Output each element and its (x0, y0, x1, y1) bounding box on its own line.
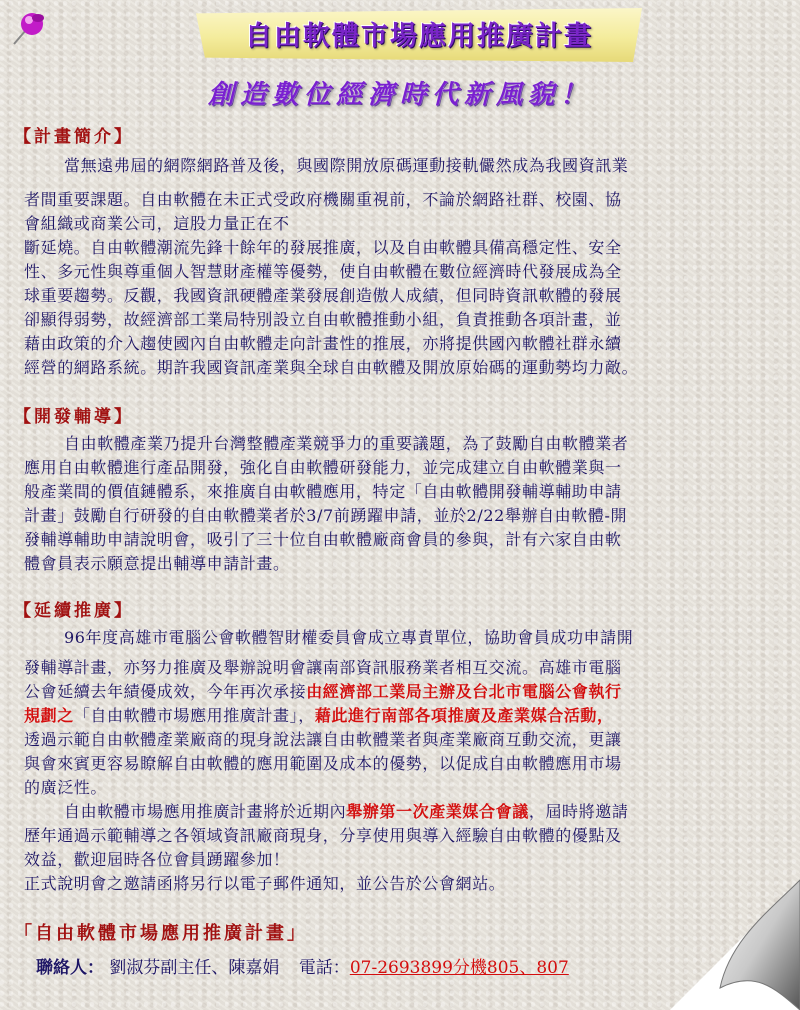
text-line: 卻顯得弱勢，故經濟部工業局特別設立自由軟體推動小組，負責推動各項計畫，並 (24, 310, 622, 329)
text-line: 與會來賓更容易瞭解自由軟體的應用範圍及成本的優勢，以促成自由軟體應用市場 (24, 754, 622, 773)
section-title-intro: 【計畫簡介】 (14, 127, 134, 147)
highlight-text: 由經濟部工業局主辦及台北市電腦公會執行 (306, 682, 622, 701)
section-title-development: 【開發輔導】 (14, 407, 134, 427)
text-line: 的廣泛性。 (24, 778, 108, 797)
text-line: 發輔導輔助申請說明會，吸引了三十位自由軟體廠商會員的參與，計有六家自由軟 (24, 530, 622, 549)
page-title: 自由軟體市場應用推廣計畫 (245, 21, 593, 52)
promotion-paragraph (24, 626, 776, 896)
text-line: 應用自由軟體進行產品開發，強化自由軟體研發能力，並完成建立自由軟體業與一 (24, 458, 622, 477)
text-line: 歷年通過示範輔導之各領域資訊廠商現身，分享使用與導入經驗自由軟體的優點及 (24, 826, 622, 845)
pushpin-icon (6, 6, 50, 50)
intro-paragraph (24, 154, 776, 380)
text-line: 效益，歡迎屆時各位會員踴躍參加！ (24, 850, 290, 869)
text-line: 發輔導計畫，亦努力推廣及舉辦說明會讓南部資訊服務業者相互交流。高雄市電腦 (24, 658, 622, 677)
contact-names: 劉淑芬副主任、陳嘉娟 (109, 958, 280, 978)
slogan: 創造數位經濟時代新風貌！ (207, 80, 592, 110)
text-line: ，屆時將邀請 (528, 802, 629, 821)
text-line: 正式說明會之邀請函將另行以電子郵件通知，並公告於公會網站。 (24, 874, 506, 893)
highlight-text: 舉辦第一次產業媒合會議 (346, 802, 529, 821)
section-title-promotion: 【延續推廣】 (14, 601, 134, 621)
text-line: 經營的網路系統。期許我國資訊產業與全球自由軟體及開放原始碼的運動勢均力敵。 (24, 358, 639, 377)
text-line: 公會延續去年績優成效，今年再次承接 (24, 682, 307, 701)
highlight-text: 規劃之 (24, 706, 74, 725)
text-line: 「自由軟體市場應用推廣計畫」， (73, 706, 315, 725)
text-line: 透過示範自由軟體產業廠商的現身說法讓自由軟體業者與產業廠商互動交流，更讓 (24, 730, 622, 749)
text-line: 性、多元性與尊重個人智慧財產權等優勢，使自由軟體在數位經濟時代發展成為全 (24, 262, 622, 281)
text-line: 自由軟體市場應用推廣計畫將於近期內 (64, 802, 347, 821)
text-line: 96年度高雄市電腦公會軟體智財權委員會成立專責單位，協助會員成功申請開 (64, 628, 634, 647)
text-line: 般產業間的價值鏈體系，來推廣自由軟體應用，特定「自由軟體開發輔導輔助申請 (24, 482, 622, 501)
text-line: 藉由政策的介入趨使國內自由軟體走向計畫性的推展，亦將提供國內軟體社群永續 (24, 334, 622, 353)
text-line: 斷延燒。自由軟體潮流先鋒十餘年的發展推廣，以及自由軟體具備高穩定性、安全 (24, 238, 622, 257)
text-line: 自由軟體產業乃提升台灣整體產業競爭力的重要議題，為了鼓勵自由軟體業者 (64, 434, 629, 453)
contact-line (36, 953, 569, 978)
contact-label: 聯絡人： (36, 958, 104, 978)
text-line: 計畫」鼓勵自行研發的自由軟體業者於3/7前踴躍申請，並於2/22舉辦自由軟體-開 (24, 506, 628, 525)
text-line: 當無遠弗屆的網際網路普及後，與國際開放原碼運動接軌儼然成為我國資訊業 (64, 156, 629, 175)
phone-link[interactable]: 07-2693899分機805、807 (349, 958, 569, 978)
page-curl-icon (660, 870, 800, 1010)
plan-title: 「自由軟體市場應用推廣計畫」 (14, 923, 308, 944)
text-line: 球重要趨勢。反觀，我國資訊硬體產業發展創造傲人成績，但同時資訊軟體的發展 (24, 286, 622, 305)
development-paragraph (24, 432, 776, 576)
text-line: 體會員表示願意提出輔導申請計畫。 (24, 554, 290, 573)
text-line: 者間重要課題。自由軟體在未正式受政府機關重視前，不論於網路社群、校園、協 (24, 190, 622, 209)
text-line: 會組織或商業公司，這股力量正在不 (24, 214, 290, 233)
phone-label: 電話： (298, 958, 350, 978)
highlight-text: 藉此進行南部各項推廣及產業媒合活動， (314, 706, 614, 725)
